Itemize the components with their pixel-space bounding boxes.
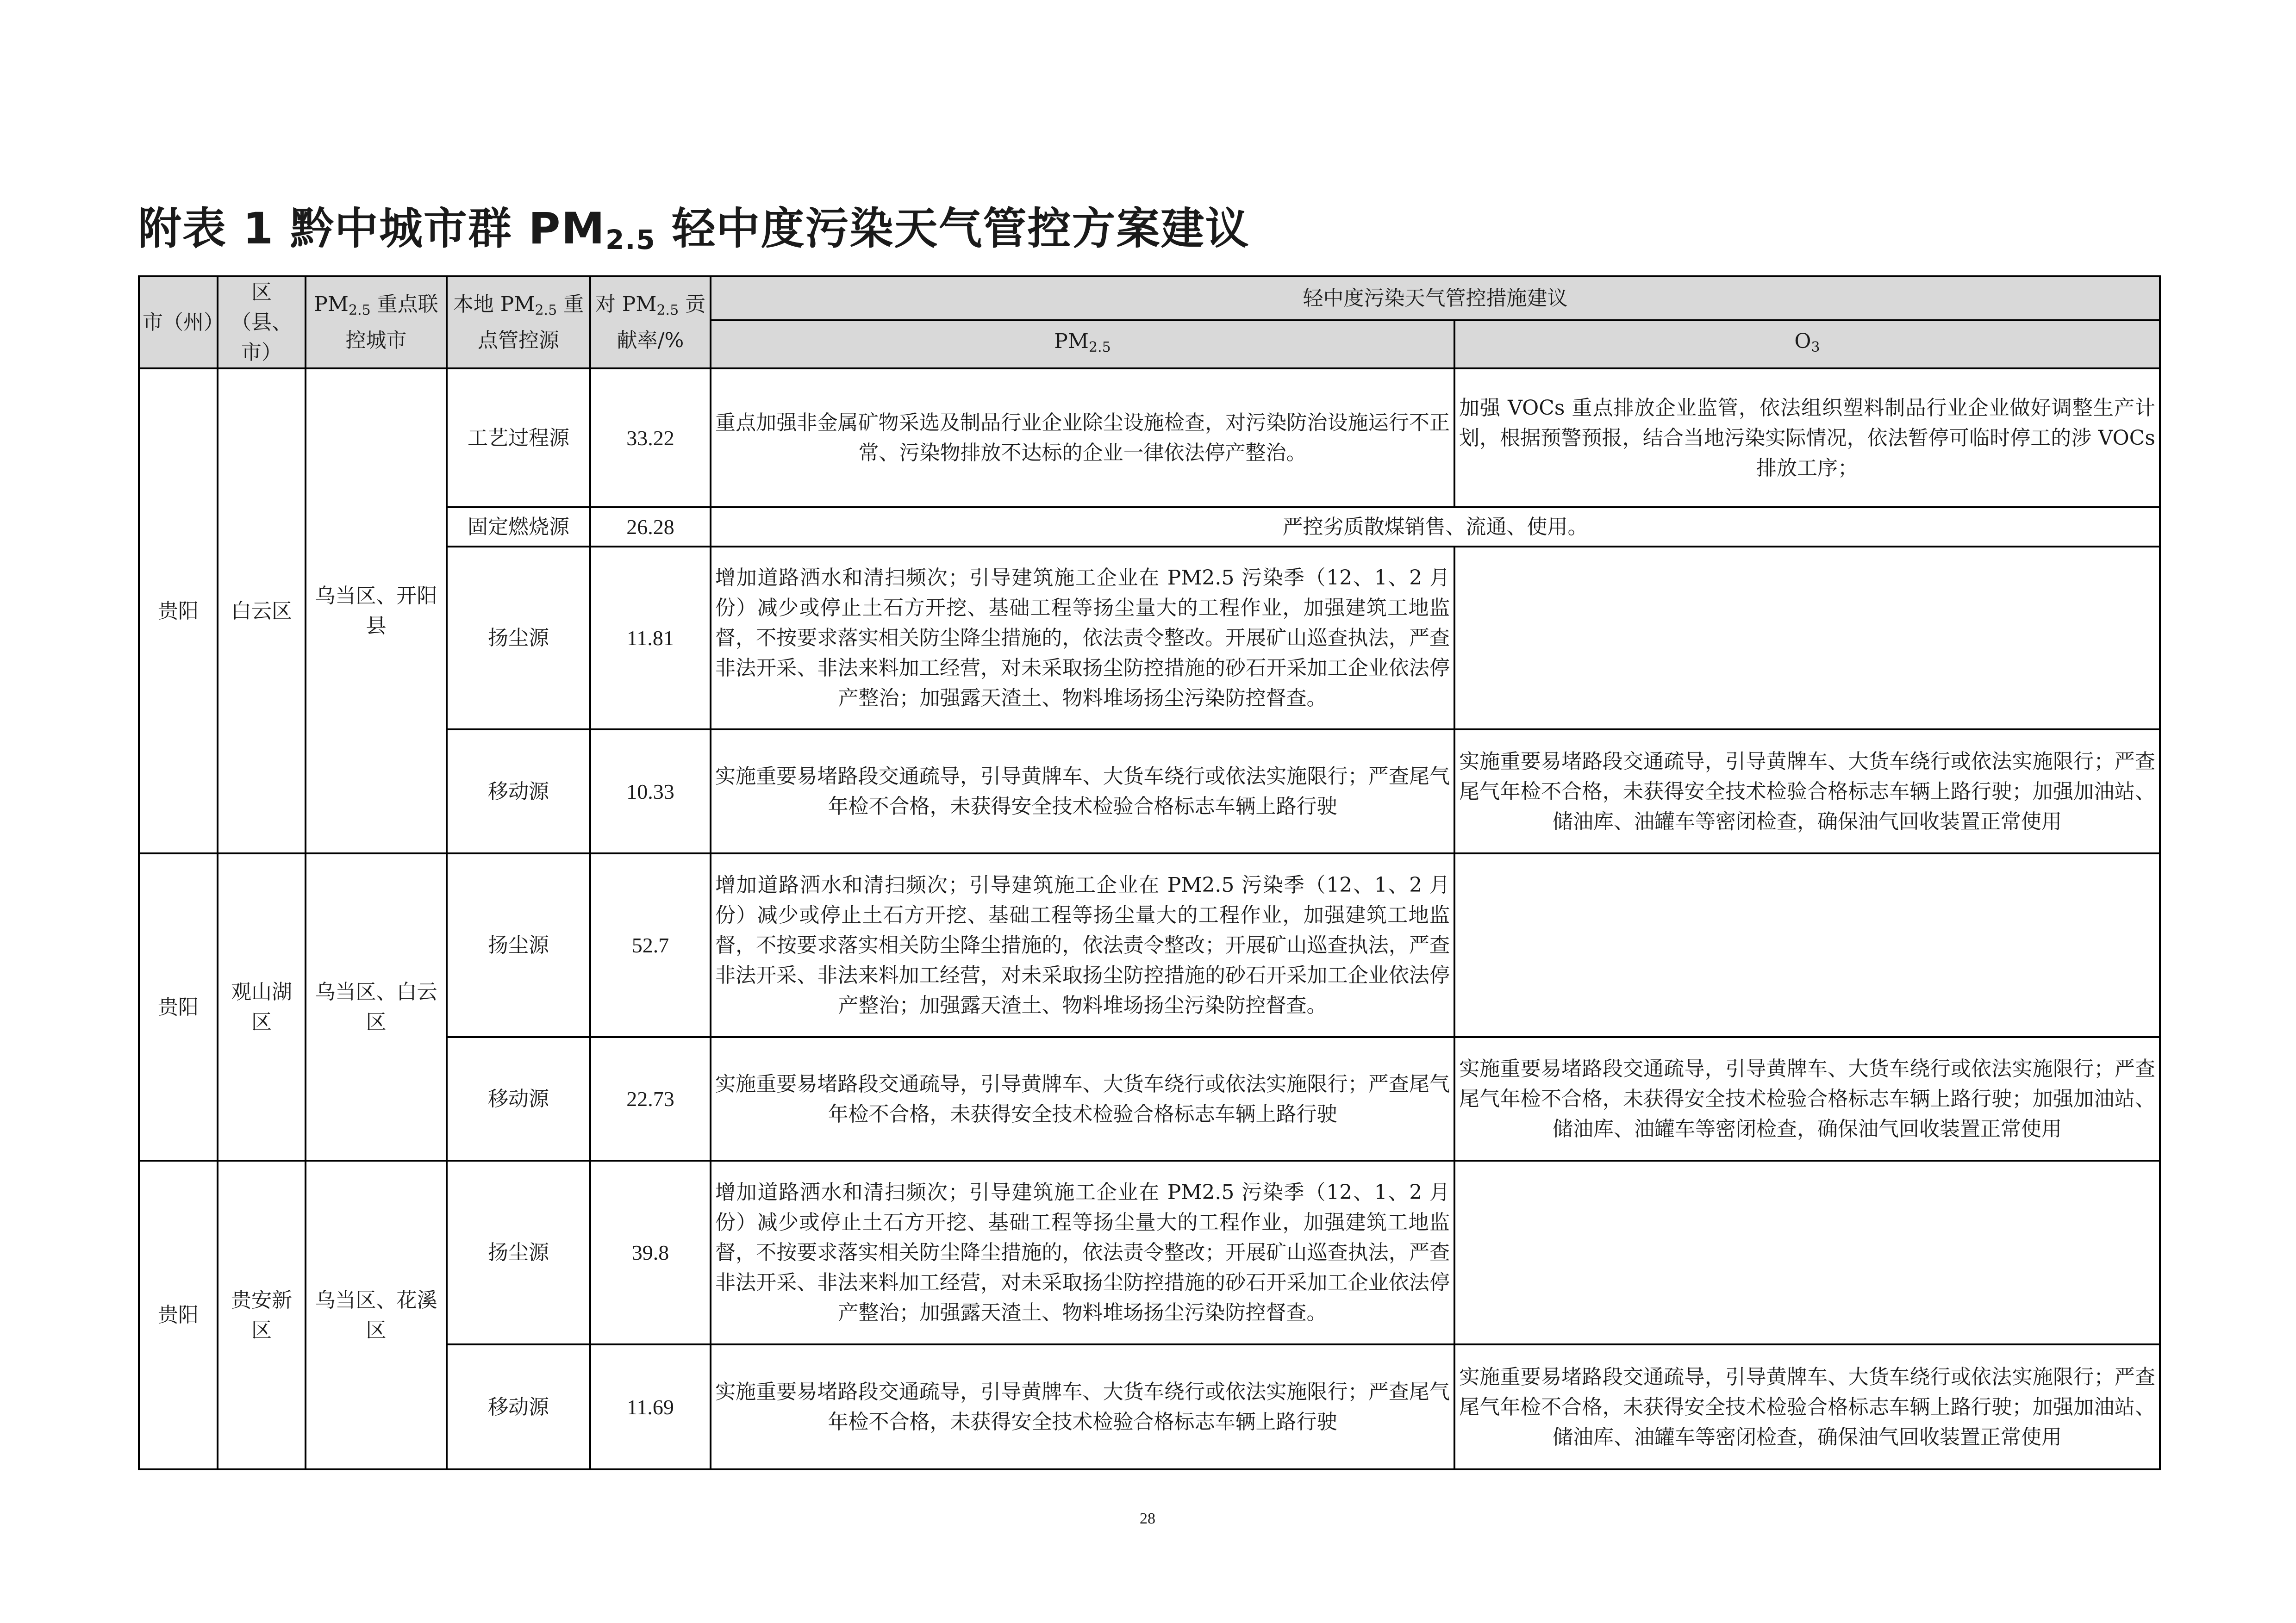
o3-measure-cell [1454,1161,2160,1344]
header-contribution: 对 PM2.5 贡献率/% [590,276,711,368]
district-cell: 观山湖区 [218,853,306,1161]
source-cell: 工艺过程源 [447,368,590,507]
merged-measure-cell: 严控劣质散煤销售、流通、使用。 [711,507,2160,547]
page-number: 28 [1140,1510,1155,1527]
source-cell: 固定燃烧源 [447,507,590,547]
contribution-cell: 10.33 [590,729,711,853]
table-row [139,853,2160,1037]
contribution-cell: 52.7 [590,853,711,1037]
table-row [139,368,2160,507]
contribution-cell: 11.69 [590,1344,711,1469]
header-city: 市（州） [139,276,218,368]
header-o3: O3 [1454,320,2160,368]
contribution-cell: 22.73 [590,1037,711,1161]
table-row [139,1161,2160,1344]
source-cell: 扬尘源 [447,1161,590,1344]
contribution-cell: 11.81 [590,547,711,729]
contribution-cell: 33.22 [590,368,711,507]
city-cell: 贵阳 [139,853,218,1161]
pm25-measure-cell: 实施重要易堵路段交通疏导，引导黄牌车、大货车绕行或依法实施限行；严查尾气年检不合格，未获得安全技术检验合格标志车辆上路行驶 [711,1344,1454,1469]
source-cell: 扬尘源 [447,547,590,729]
source-cell: 移动源 [447,1037,590,1161]
contribution-cell: 26.28 [590,507,711,547]
pm25-measure-cell: 实施重要易堵路段交通疏导，引导黄牌车、大货车绕行或依法实施限行；严查尾气年检不合格，未获得安全技术检验合格标志车辆上路行驶 [711,1037,1454,1161]
header-measures: 轻中度污染天气管控措施建议 [711,276,2160,320]
joint-city-cell: 乌当区、花溪区 [306,1161,447,1469]
source-cell: 扬尘源 [447,853,590,1037]
city-cell: 贵阳 [139,368,218,853]
pm25-measure-cell: 增加道路洒水和清扫频次；引导建筑施工企业在 PM2.5 污染季（12、1、2 月份）减少或停止土石方开挖、基础工程等扬尘量大的工程作业，加强建筑工地监督，不按要求落实相关防尘降尘措施的，依法责令整改；开展矿山巡查执法，严查非法开采、非法来料加工经营，对未采取扬尘防控措施的砂石开采加工企业依法停产整治；加强露天渣土、物料堆场扬尘污染防控督查。 [711,853,1454,1037]
control-plan-table [138,275,2161,1470]
pm25-measure-cell: 增加道路洒水和清扫频次；引导建筑施工企业在 PM2.5 污染季（12、1、2 月份）减少或停止土石方开挖、基础工程等扬尘量大的工程作业，加强建筑工地监督，不按要求落实相关防尘降尘措施的，依法责令整改；开展矿山巡查执法，严查非法开采、非法来料加工经营，对未采取扬尘防控措施的砂石开采加工企业依法停产整治；加强露天渣土、物料堆场扬尘污染防控督查。 [711,1161,1454,1344]
pm25-measure-cell: 实施重要易堵路段交通疏导，引导黄牌车、大货车绕行或依法实施限行；严查尾气年检不合格，未获得安全技术检验合格标志车辆上路行驶 [711,729,1454,853]
o3-measure-cell: 实施重要易堵路段交通疏导，引导黄牌车、大货车绕行或依法实施限行；严查尾气年检不合格，未获得安全技术检验合格标志车辆上路行驶；加强加油站、储油库、油罐车等密闭检查，确保油气回收装置正常使用 [1454,1037,2160,1161]
header-source: 本地 PM2.5 重点管控源 [447,276,590,368]
district-cell: 贵安新区 [218,1161,306,1469]
header-joint-city: PM2.5 重点联控城市 [306,276,447,368]
city-cell: 贵阳 [139,1161,218,1469]
o3-measure-cell: 加强 VOCs 重点排放企业监管，依法组织塑料制品行业企业做好调整生产计划，根据预警预报，结合当地污染实际情况，依法暂停可临时停工的涉 VOCs 排放工序； [1454,368,2160,507]
o3-measure-cell [1454,853,2160,1037]
pm25-measure-cell: 增加道路洒水和清扫频次；引导建筑施工企业在 PM2.5 污染季（12、1、2 月份）减少或停止土石方开挖、基础工程等扬尘量大的工程作业，加强建筑工地监督，不按要求落实相关防尘降尘措施的，依法责令整改。开展矿山巡查执法，严查非法开采、非法来料加工经营，对未采取扬尘防控措施的砂石开采加工企业依法停产整治；加强露天渣土、物料堆场扬尘污染防控督查。 [711,547,1454,729]
joint-city-cell: 乌当区、开阳县 [306,368,447,853]
header-district: 区（县、市） [218,276,306,368]
contribution-cell: 39.8 [590,1161,711,1344]
district-cell: 白云区 [218,368,306,853]
source-cell: 移动源 [447,1344,590,1469]
page-title: 附表 1 黔中城市群 $PM_{2.5}$ 轻中度污染天气管控方案建议 [138,204,1250,255]
pm25-measure-cell: 重点加强非金属矿物采选及制品行业企业除尘设施检查，对污染防治设施运行不正常、污染物排放不达标的企业一律依法停产整治。 [711,368,1454,507]
o3-measure-cell: 实施重要易堵路段交通疏导，引导黄牌车、大货车绕行或依法实施限行；严查尾气年检不合格，未获得安全技术检验合格标志车辆上路行驶；加强加油站、储油库、油罐车等密闭检查，确保油气回收装置正常使用 [1454,729,2160,853]
o3-measure-cell: 实施重要易堵路段交通疏导，引导黄牌车、大货车绕行或依法实施限行；严查尾气年检不合格，未获得安全技术检验合格标志车辆上路行驶；加强加油站、储油库、油罐车等密闭检查，确保油气回收装置正常使用 [1454,1344,2160,1469]
joint-city-cell: 乌当区、白云区 [306,853,447,1161]
source-cell: 移动源 [447,729,590,853]
o3-measure-cell [1454,547,2160,729]
header-pm25: PM2.5 [711,320,1454,368]
